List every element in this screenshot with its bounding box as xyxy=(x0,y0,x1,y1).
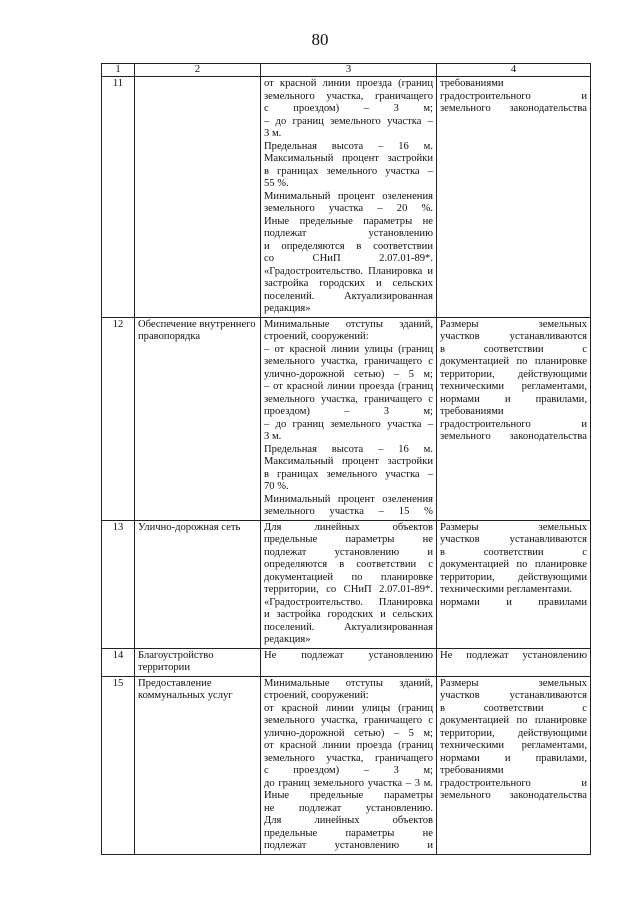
text-line: улично-дорожной сетью) – 5 м; xyxy=(264,368,433,380)
text-line: Размеры земельных xyxy=(440,677,587,689)
text-line: техническими регламентами. xyxy=(440,584,573,595)
text-line: застройка городских и сельских xyxy=(264,278,433,289)
row-number-cell: 11 xyxy=(102,77,135,318)
text-line: «Градостроительство. Планировка xyxy=(264,596,433,608)
text-line: документацией по планировке xyxy=(440,356,587,367)
plot-size-cell xyxy=(437,317,591,520)
table-row xyxy=(102,77,591,318)
text-line: в соответствии с xyxy=(440,546,587,558)
limit-parameters-cell xyxy=(261,676,437,854)
text-line: 70 %. xyxy=(264,481,289,492)
text-line: участков устанавливаются xyxy=(440,534,587,545)
limit-parameters-cell xyxy=(261,317,437,520)
text-line: определяются в соответствии с xyxy=(264,559,433,570)
text-line: Предельная высота – 16 м. xyxy=(264,443,433,455)
text-line: в границах земельного участка – xyxy=(264,468,433,480)
text-line: нормами и правилами xyxy=(440,596,587,608)
limit-parameters-cell xyxy=(261,77,437,318)
text-line: земельного участка, граничащего xyxy=(264,90,433,102)
header-cell-2: 2 xyxy=(135,64,261,77)
text-line: территории, со СНиП 2.07.01-89*. xyxy=(264,584,433,595)
land-use-name-cell: Улично-дорожная сеть xyxy=(135,520,261,648)
text-line: не подлежат установлению. xyxy=(264,802,433,814)
text-line: поселений. Актуализированная xyxy=(264,621,433,633)
text-line: подлежат установлению xyxy=(264,228,433,239)
text-line: участков устанавливаются xyxy=(440,690,587,701)
text-line: Максимальный процент застройки xyxy=(264,456,433,467)
text-line: улично-дорожной сетью) – 5 м; xyxy=(264,727,433,739)
table-row xyxy=(102,317,591,520)
text-line: Размеры земельных xyxy=(440,521,587,533)
plot-size-cell xyxy=(437,520,591,648)
text-line: нормами и правилами, xyxy=(440,752,587,764)
limit-parameters-cell xyxy=(261,520,437,648)
text-line: – от красной линии улицы (границ xyxy=(264,343,433,355)
plot-size-cell xyxy=(437,676,591,854)
text-line: редакция» xyxy=(264,634,311,645)
text-line: техническими регламентами, xyxy=(440,381,587,392)
text-line: территории, действующими xyxy=(440,727,587,739)
text-line: Для линейных объектов xyxy=(264,815,433,826)
text-line: Предельная высота – 16 м. xyxy=(264,140,433,152)
text-line: земельного законодательства xyxy=(440,103,587,114)
text-line: предельные параметры не xyxy=(264,827,433,839)
text-line: – до границ земельного участка – xyxy=(264,418,433,430)
text-line: подлежат установлению и xyxy=(264,840,433,851)
text-line: – до границ земельного участка – xyxy=(264,115,433,127)
text-line: Размеры земельных xyxy=(440,318,587,330)
text-line: градостроительного и xyxy=(440,90,587,102)
text-line: техническими регламентами, xyxy=(440,740,587,751)
land-use-name-cell xyxy=(135,77,261,318)
header-cell-4: 4 xyxy=(437,64,591,77)
text-line: с проездом) – 3 м; xyxy=(264,765,433,776)
land-use-name-cell: Благоустройство территории xyxy=(135,648,261,676)
limit-parameters-cell xyxy=(261,648,437,676)
text-line: Минимальный процент озеленения xyxy=(264,190,433,202)
text-line: требованиями xyxy=(440,406,504,417)
text-line: Минимальные отступы зданий, xyxy=(264,677,433,689)
text-line: Для линейных объектов xyxy=(264,521,433,533)
text-line: документацией по планировке xyxy=(440,715,587,726)
text-line: градостроительного и xyxy=(440,777,587,789)
header-cell-1: 1 xyxy=(102,64,135,77)
text-line: редакция» xyxy=(264,303,311,314)
text-line: земельного участка, граничащего xyxy=(264,752,433,764)
text-line: земельного участка, граничащего с xyxy=(264,715,433,726)
zoning-parameters-table xyxy=(101,63,591,855)
land-use-name-cell: Предоставление коммунальных услуг xyxy=(135,676,261,854)
text-line: проездом) – 3 м; xyxy=(264,406,433,417)
text-line: в границах земельного участка – xyxy=(264,165,433,177)
text-line: документацией по планировке xyxy=(440,559,587,570)
text-line: Иные предельные параметры xyxy=(264,790,433,801)
table-row xyxy=(102,676,591,854)
text-line: земельного законодательства xyxy=(440,790,587,801)
text-line: предельные параметры не xyxy=(264,534,433,545)
text-line: земельного участка – 20 %. xyxy=(264,203,433,214)
text-line: земельного участка – 15 % xyxy=(264,506,433,517)
text-line: строений, сооружений: xyxy=(264,690,369,701)
page-number: 80 xyxy=(311,30,329,49)
text-line: и определяются в соответствии xyxy=(264,240,433,252)
text-line: в соответствии с xyxy=(440,343,587,355)
table-row xyxy=(102,520,591,648)
text-line: от красной линии проезда (границ xyxy=(264,78,433,89)
table-header-row xyxy=(102,64,591,77)
table-row xyxy=(102,648,591,676)
text-line: Не подлежат установлению xyxy=(264,649,433,661)
text-line: территории, действующими xyxy=(440,571,587,583)
text-line: Иные предельные параметры не xyxy=(264,215,433,227)
text-line: строений, сооружений: xyxy=(264,331,369,342)
text-line: земельного участка, граничащего с xyxy=(264,356,433,367)
text-line: 3 м. xyxy=(264,431,282,442)
text-line: со СНиП 2.07.01-89*. xyxy=(264,253,433,264)
text-line: поселений. Актуализированная xyxy=(264,290,433,302)
text-line: «Градостроительство. Планировка и xyxy=(264,265,433,277)
plot-size-cell xyxy=(437,77,591,318)
text-line: от красной линии улицы (границ xyxy=(264,702,433,714)
row-number-cell: 13 xyxy=(102,520,135,648)
text-line: документацией по планировке xyxy=(264,571,433,583)
text-line: земельного законодательства xyxy=(440,431,587,442)
text-line: градостроительного и xyxy=(440,418,587,430)
text-line: подлежат установлению и xyxy=(264,546,433,558)
text-line: до границ земельного участка – 3 м. xyxy=(264,777,433,789)
text-line: в соответствии с xyxy=(440,702,587,714)
row-number-cell: 12 xyxy=(102,317,135,520)
text-line: нормами и правилами, xyxy=(440,393,587,405)
land-use-name-cell: Обеспечение внутреннего правопорядка xyxy=(135,317,261,520)
text-line: Не подлежат установлению xyxy=(440,649,587,661)
text-line: требованиями xyxy=(440,78,504,89)
text-line: земельного участка, граничащего с xyxy=(264,393,433,405)
text-line: – от красной линии проезда (границ xyxy=(264,381,433,392)
row-number-cell: 15 xyxy=(102,676,135,854)
text-line: с проездом) – 3 м; xyxy=(264,103,433,114)
text-line: и застройка городских и сельских xyxy=(264,609,433,620)
plot-size-cell xyxy=(437,648,591,676)
text-line: 3 м. xyxy=(264,128,282,139)
text-line: Минимальный процент озеленения xyxy=(264,493,433,505)
text-line: 55 %. xyxy=(264,178,289,189)
text-line: участков устанавливаются xyxy=(440,331,587,342)
text-line: Минимальные отступы зданий, xyxy=(264,318,433,330)
header-cell-3: 3 xyxy=(261,64,437,77)
text-line: территории, действующими xyxy=(440,368,587,380)
row-number-cell: 14 xyxy=(102,648,135,676)
text-line: Максимальный процент застройки xyxy=(264,153,433,164)
text-line: от красной линии проезда (границ xyxy=(264,740,433,751)
text-line: требованиями xyxy=(440,765,504,776)
